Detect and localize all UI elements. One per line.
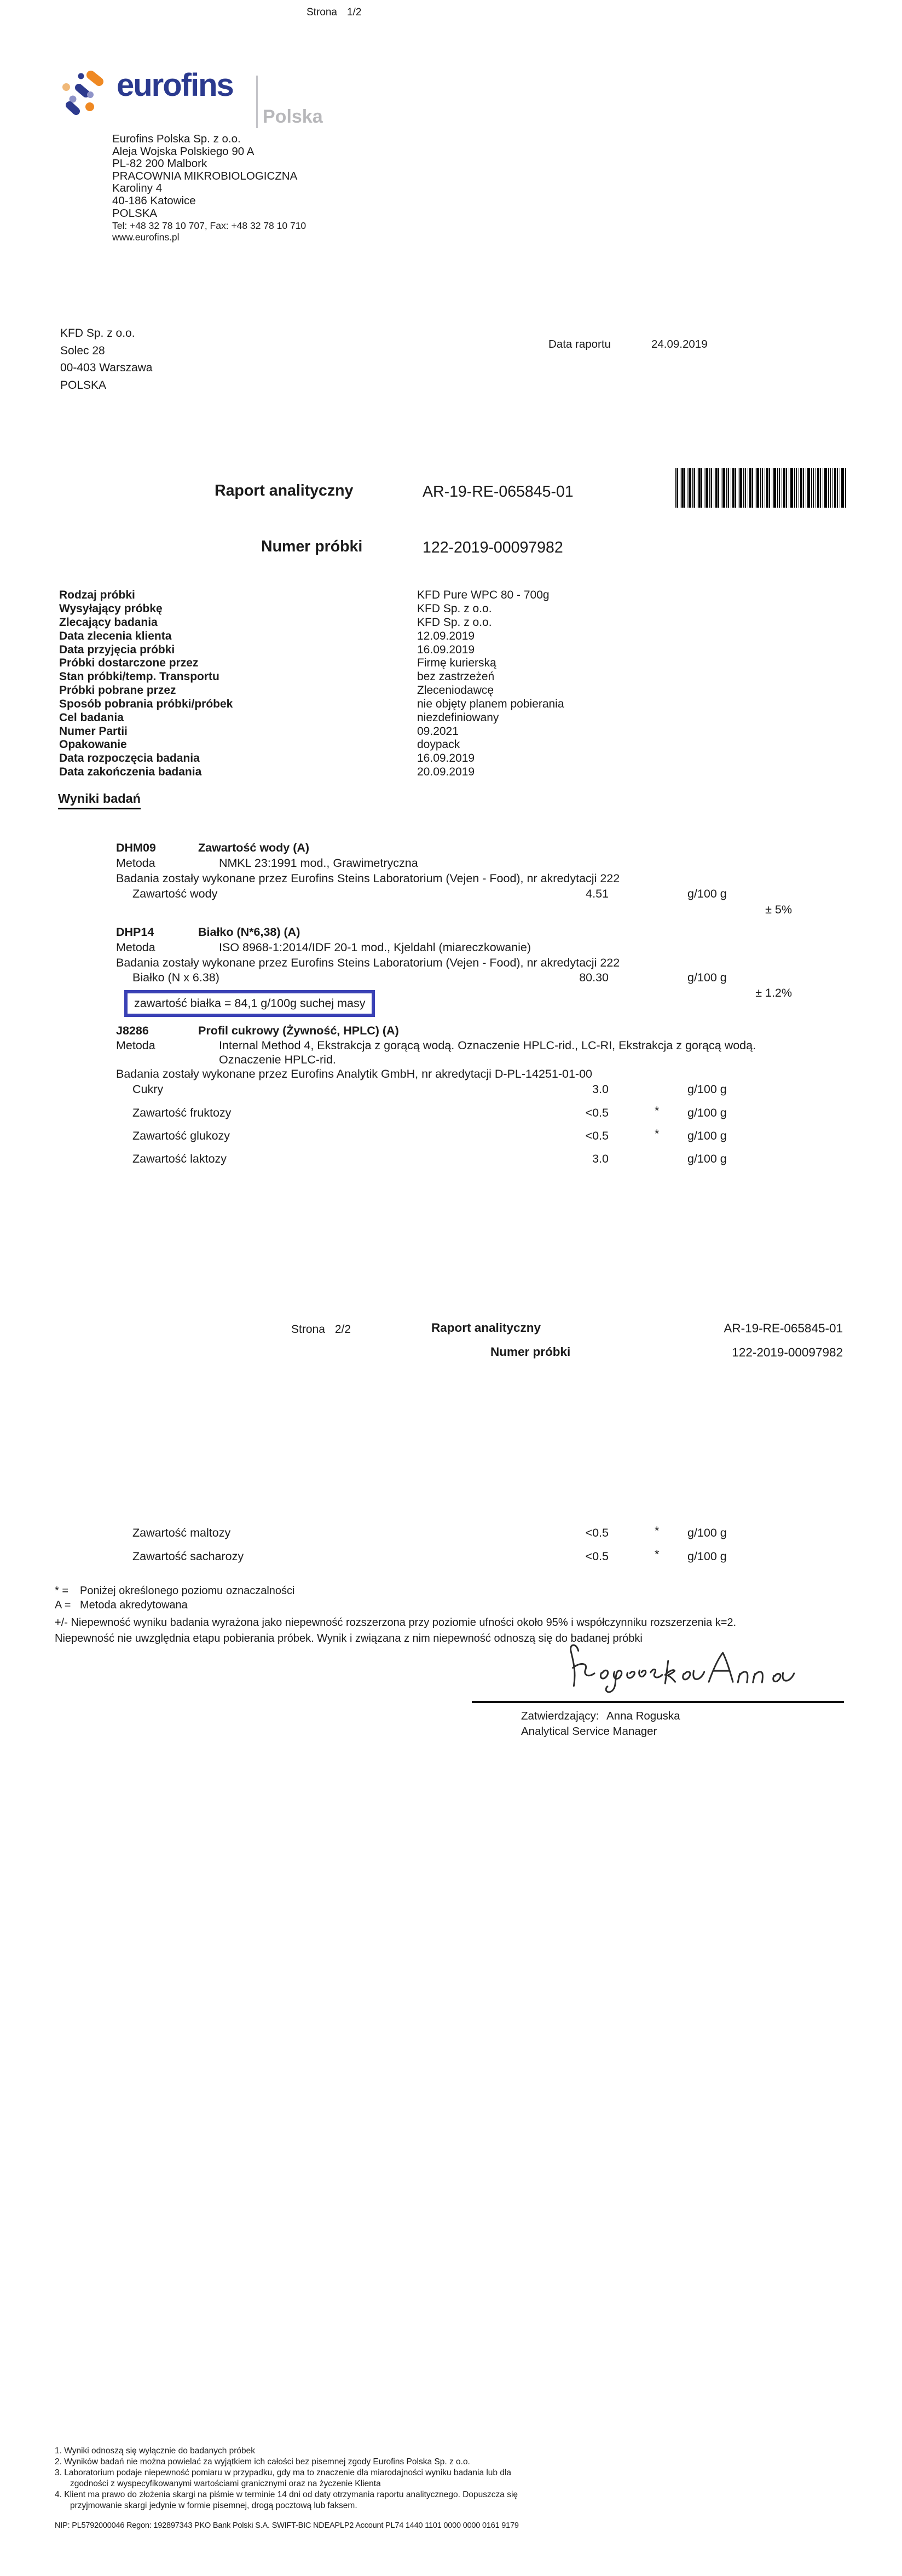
analyte-unit: g/100 g	[687, 1106, 727, 1119]
footer-note: zgodności z wyspecyfikowanymi wartościami granicznymi oraz na życzenie Klienta	[70, 2479, 381, 2488]
legend-text: Metoda akredytowana	[80, 1599, 188, 1611]
page-indicator-value: 2/2	[334, 1323, 351, 1336]
recipient-address	[60, 325, 152, 394]
analyte-unit: g/100 g	[687, 1129, 727, 1142]
analyte-value: 3.0	[592, 1152, 609, 1165]
detail-value: 16.09.2019	[417, 752, 475, 764]
analyte-value: 3.0	[592, 1083, 609, 1096]
detail-label: Cel badania	[59, 711, 124, 724]
detail-value: niezdefiniowany	[417, 711, 499, 724]
analysis-name: Profil cukrowy (Żywność, HPLC) (A)	[198, 1024, 399, 1037]
analyte-name: Zawartość wody	[132, 887, 218, 900]
below-loq-marker: *	[655, 1524, 660, 1537]
analysis-code: DHM09	[116, 841, 156, 854]
lab-address-line: PRACOWNIA MIKROBIOLOGICZNA	[112, 169, 298, 182]
uncertainty-note-line: +/- Niepewność wyniku badania wyrażona jako niepewność rozszerzona przy poziomie ufności około 95% i współczynniku rozszerzenia k=2.	[55, 1617, 737, 1629]
approver-name: Anna Roguska	[606, 1710, 680, 1722]
analysis-code: DHP14	[116, 925, 154, 939]
detail-label: Data przyjęcia próbki	[59, 643, 175, 656]
footer-note: 2. Wyników badań nie można powielać za wyjątkiem ich całości bez pisemnej zgody Eurofins Polska Sp. z o.o.	[55, 2457, 470, 2466]
footer-note: 4. Klient ma prawo do złożenia skargi na piśmie w terminie 14 dni od daty otrzymania raportu analitycznego. Dopuszcza się	[55, 2490, 518, 2499]
performed-by-note: Badania zostały wykonane przez Eurofins Analytik GmbH, nr akredytacji D-PL-14251-01-00	[116, 1067, 592, 1080]
report-date-value: 24.09.2019	[651, 338, 708, 350]
analyte-unit: g/100 g	[687, 1083, 727, 1096]
page-indicator-label: Strona	[307, 7, 337, 18]
method-value: ISO 8968-1:2014/IDF 20-1 mod., Kjeldahl (miareczkowanie)	[219, 941, 531, 954]
detail-label: Rodzaj próbki	[59, 589, 135, 601]
detail-value: 16.09.2019	[417, 643, 475, 656]
lab-address-line: Aleja Wojska Polskiego 90 A	[112, 145, 255, 158]
analyte-name: Zawartość maltozy	[132, 1526, 231, 1539]
protein-highlight-box: zawartość białka = 84,1 g/100g suchej masy	[124, 990, 375, 1017]
analyte-unit: g/100 g	[687, 887, 727, 900]
legend-symbol: * =	[55, 1585, 69, 1597]
analyte-unit: g/100 g	[687, 1152, 727, 1165]
lab-contact	[112, 220, 306, 243]
detail-value: Zleceniodawcę	[417, 684, 494, 697]
report-number: AR-19-RE-065845-01	[423, 483, 574, 501]
results-heading: Wyniki badań	[58, 791, 141, 809]
detail-label: Stan próbki/temp. Transportu	[59, 670, 219, 683]
detail-value: 12.09.2019	[417, 630, 475, 642]
legend-symbol: A =	[55, 1599, 71, 1611]
analyte-name: Zawartość laktozy	[132, 1152, 227, 1165]
detail-value: KFD Pure WPC 80 - 700g	[417, 589, 550, 601]
sample-number-value: 122-2019-00097982	[732, 1346, 843, 1359]
logo-divider	[256, 76, 258, 128]
recipient-line: Solec 28	[60, 344, 105, 357]
analyte-unit: g/100 g	[687, 1526, 727, 1539]
detail-value: 20.09.2019	[417, 766, 475, 778]
report-title-label: Raport analityczny	[215, 482, 354, 499]
analyte-name: Białko (N x 6.38)	[132, 971, 219, 984]
detail-label: Data zakończenia badania	[59, 766, 202, 778]
eurofins-dots-icon	[60, 70, 115, 116]
method-label: Metoda	[116, 1039, 155, 1052]
analyte-name: Zawartość fruktozy	[132, 1106, 232, 1119]
lab-website: www.eurofins.pl	[112, 231, 180, 243]
analyte-value: 80.30	[579, 971, 609, 984]
detail-value: KFD Sp. z o.o.	[417, 616, 492, 629]
handwritten-signature	[558, 1636, 799, 1701]
detail-value: KFD Sp. z o.o.	[417, 602, 492, 615]
uncertainty-note-line: Niepewność nie uwzględnia etapu pobierania próbek. Wynik i związana z nim niepewność odnoszą się do badanej próbki	[55, 1632, 643, 1645]
detail-label: Próbki pobrane przez	[59, 684, 176, 697]
recipient-line: KFD Sp. z o.o.	[60, 327, 135, 340]
lab-address-line: Karoliny 4	[112, 182, 163, 195]
performed-by-note: Badania zostały wykonane przez Eurofins Steins Laboratorium (Vejen - Food), nr akredytacji 222	[116, 872, 620, 885]
analysis-name: Zawartość wody (A)	[198, 841, 310, 854]
footer-note: 1. Wyniki odnoszą się wyłącznie do badanych próbek	[55, 2446, 256, 2456]
lab-phone-fax: Tel: +48 32 78 10 707, Fax: +48 32 78 10 710	[112, 220, 307, 231]
below-loq-marker: *	[655, 1548, 660, 1561]
analyte-name: Zawartość glukozy	[132, 1129, 230, 1142]
performed-by-note: Badania zostały wykonane przez Eurofins Steins Laboratorium (Vejen - Food), nr akredytacji 222	[116, 956, 620, 969]
detail-value: bez zastrzeżeń	[417, 670, 495, 683]
analyte-value: <0.5	[585, 1526, 609, 1539]
analysis-name: Białko (N*6,38) (A)	[198, 925, 300, 939]
below-loq-marker: *	[655, 1127, 660, 1140]
method-label: Metoda	[116, 941, 155, 954]
report-date-label: Data raportu	[548, 338, 611, 350]
lab-address-line: 40-186 Katowice	[112, 194, 196, 207]
detail-label: Opakowanie	[59, 738, 127, 751]
approver-title: Analytical Service Manager	[521, 1725, 657, 1738]
barcode	[675, 468, 846, 508]
page-indicator-2	[291, 1323, 351, 1336]
company-registration-line: NIP: PL5792000046 Regon: 192897343 PKO Bank Polski S.A. SWIFT-BIC NDEAPLP2 Account PL74 1440 1101 0000 0000 0161 9179	[55, 2521, 519, 2530]
report-title-label: Raport analityczny	[431, 1321, 541, 1335]
analyte-name: Cukry	[132, 1083, 164, 1096]
detail-label: Zlecający badania	[59, 616, 158, 629]
analyte-value: <0.5	[585, 1106, 609, 1119]
analyte-value: <0.5	[585, 1129, 609, 1142]
analyte-unit: g/100 g	[687, 1550, 727, 1563]
detail-value: nie objęty planem pobierania	[417, 698, 564, 710]
page-indicator-value: 1/2	[346, 7, 362, 18]
approval-label: Zatwierdzający:	[521, 1710, 599, 1722]
lab-address-line: Eurofins Polska Sp. z o.o.	[112, 133, 241, 145]
uncertainty-value: ± 1.2%	[755, 986, 792, 999]
sample-number-label: Numer próbki	[261, 538, 363, 555]
detail-value: 09.2021	[417, 725, 459, 738]
analyte-value: 4.51	[586, 887, 609, 900]
method-value-line2: Oznaczenie HPLC-rid.	[219, 1053, 336, 1066]
analysis-code: J8286	[116, 1024, 149, 1037]
detail-label: Próbki dostarczone przez	[59, 657, 199, 669]
recipient-line: POLSKA	[60, 378, 107, 392]
lab-address-line: POLSKA	[112, 206, 158, 220]
method-value: Internal Method 4, Ekstrakcja z gorącą wodą. Oznaczenie HPLC-rid., LC-RI, Ekstrakcja z gorącą wodą.	[219, 1039, 756, 1052]
below-loq-marker: *	[655, 1104, 660, 1117]
detail-label: Data rozpoczęcia badania	[59, 752, 200, 764]
footer-note: 3. Laboratorium podaje niepewność pomiaru w przypadku, gdy ma to znaczenie dla miarodajności wyniku badania lub dla	[55, 2468, 512, 2477]
legend-text: Poniżej określonego poziomu oznaczalności	[80, 1585, 295, 1597]
detail-label: Wysyłający próbkę	[59, 602, 163, 615]
lab-address	[112, 133, 297, 220]
page-indicator-1	[307, 7, 361, 19]
brand-region: Polska	[263, 106, 323, 127]
brand-name: eurofins	[117, 67, 233, 103]
detail-label: Data zlecenia klienta	[59, 630, 172, 642]
report-number: AR-19-RE-065845-01	[724, 1321, 843, 1335]
sample-number-label: Numer próbki	[490, 1345, 571, 1359]
page-indicator-label: Strona	[291, 1323, 325, 1336]
footer-note: przyjmowanie skargi jedynie w formie pisemnej, drogą pocztową lub faksem.	[70, 2501, 357, 2510]
detail-value: doypack	[417, 738, 460, 751]
sample-number-value: 122-2019-00097982	[423, 539, 563, 556]
detail-label: Sposób pobrania próbki/próbek	[59, 698, 233, 710]
uncertainty-value: ± 5%	[765, 903, 792, 916]
analyte-name: Zawartość sacharozy	[132, 1550, 244, 1563]
method-label: Metoda	[116, 856, 155, 870]
detail-label: Numer Partii	[59, 725, 128, 738]
detail-value: Firmę kurierską	[417, 657, 496, 669]
lab-address-line: PL-82 200 Malbork	[112, 157, 207, 170]
analyte-unit: g/100 g	[687, 971, 727, 984]
eurofins-logo	[60, 69, 345, 135]
signature-line	[472, 1701, 844, 1703]
recipient-line: 00-403 Warszawa	[60, 361, 153, 374]
method-value: NMKL 23:1991 mod., Grawimetryczna	[219, 856, 418, 870]
analyte-value: <0.5	[585, 1550, 609, 1563]
